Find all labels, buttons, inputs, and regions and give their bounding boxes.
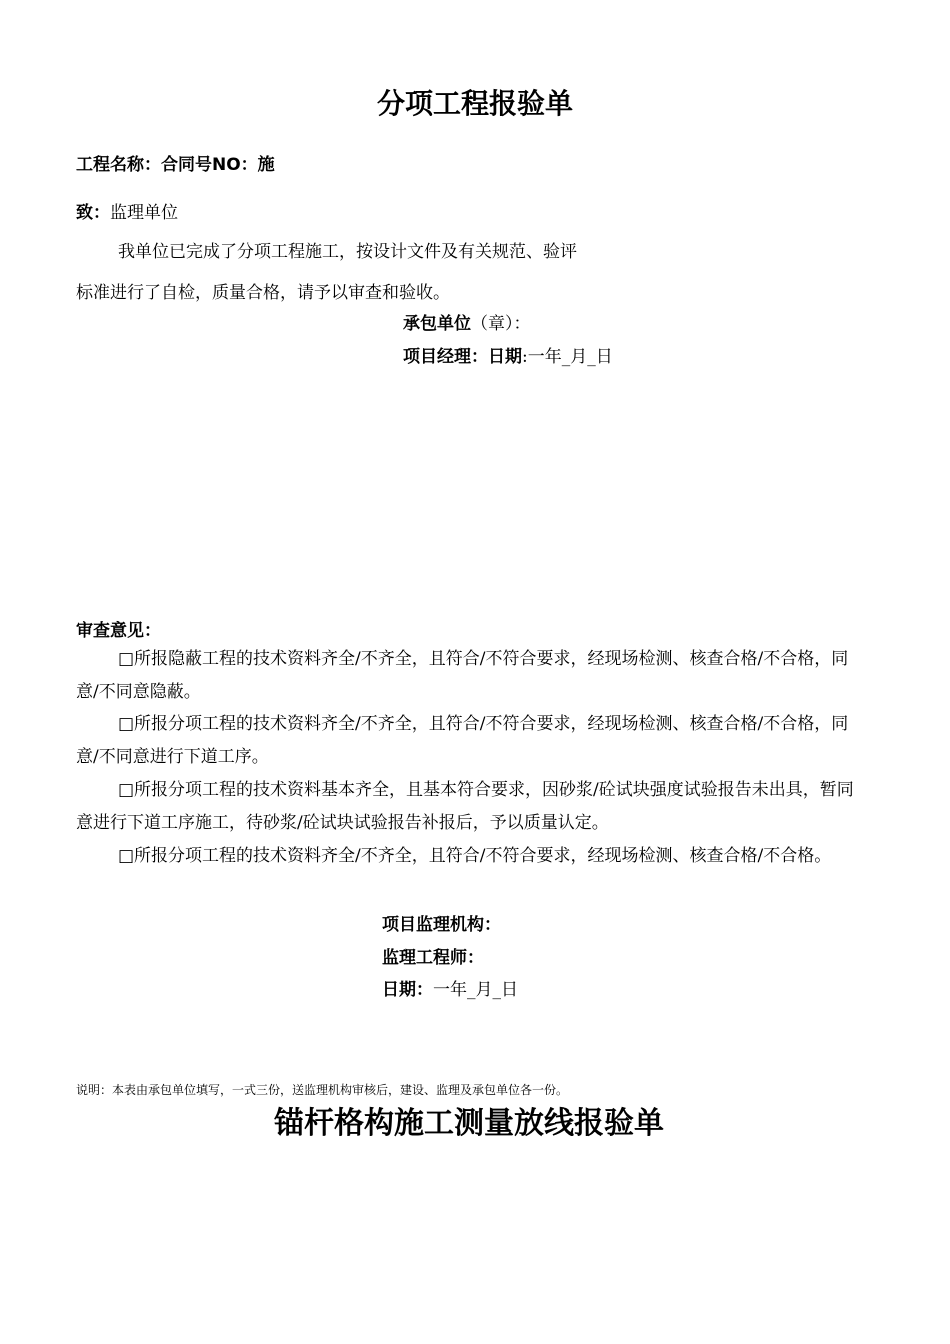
review-option-3: □所报分项工程的技术资料基本齐全，且基本符合要求，因砂浆/砼试块强度试验报告未出具，暂同意进行下道工序施工，待砂浆/砼试块试验报告补报后，予以质量认定。 [76,780,854,833]
supervision-org-label: 项目监理机构： [382,915,501,935]
contractor-suffix: （章）： [471,314,531,334]
review-date-value: 一年_月_日 [433,980,518,1000]
form-note: 说明：本表由承包单位填写，一式三份，送监理机构审核后，建设、监理及承包单位各一份。 [76,1083,569,1097]
addressee-value: 监理单位 [110,203,178,223]
project-name-line: 工程名称：合同号NO：施 [76,155,275,175]
form-title: 分项工程报验单 [376,87,573,120]
review-option-2: □所报分项工程的技术资料齐全/不齐全，且符合/不符合要求，经现场检测、核查合格/不合格，同意/不同意进行下道工序。 [76,714,849,767]
contractor-label: 承包单位 [403,314,471,334]
supervision-engineer-label: 监理工程师： [382,948,484,968]
manager-date: :一年_月_日 [522,347,613,367]
review-date-line [382,975,518,1000]
addressee-label: 致： [76,203,110,223]
review-date-label: 日期： [382,980,433,1000]
review-option-1: □所报隐蔽工程的技术资料齐全/不齐全，且符合/不符合要求，经现场检测、核查合格/不合格，同意/不同意隐蔽。 [76,649,849,702]
review-option-4: □所报分项工程的技术资料齐全/不齐全，且符合/不符合要求，经现场检测、核查合格/不合格。 [118,846,832,866]
statement-line-1: 我单位已完成了分项工程施工，按设计文件及有关规范、验评 [118,242,577,262]
second-form-title: 锚杆格构施工测量放线报验单 [274,1106,664,1141]
manager-date-line [403,342,613,367]
manager-label: 项目经理：日期 [403,347,522,367]
addressee-line [76,198,178,223]
review-heading: 审查意见： [76,621,161,641]
statement-line-2: 标准进行了自检，质量合格，请予以审查和验收。 [76,283,450,303]
contractor-signature-line [403,309,531,334]
